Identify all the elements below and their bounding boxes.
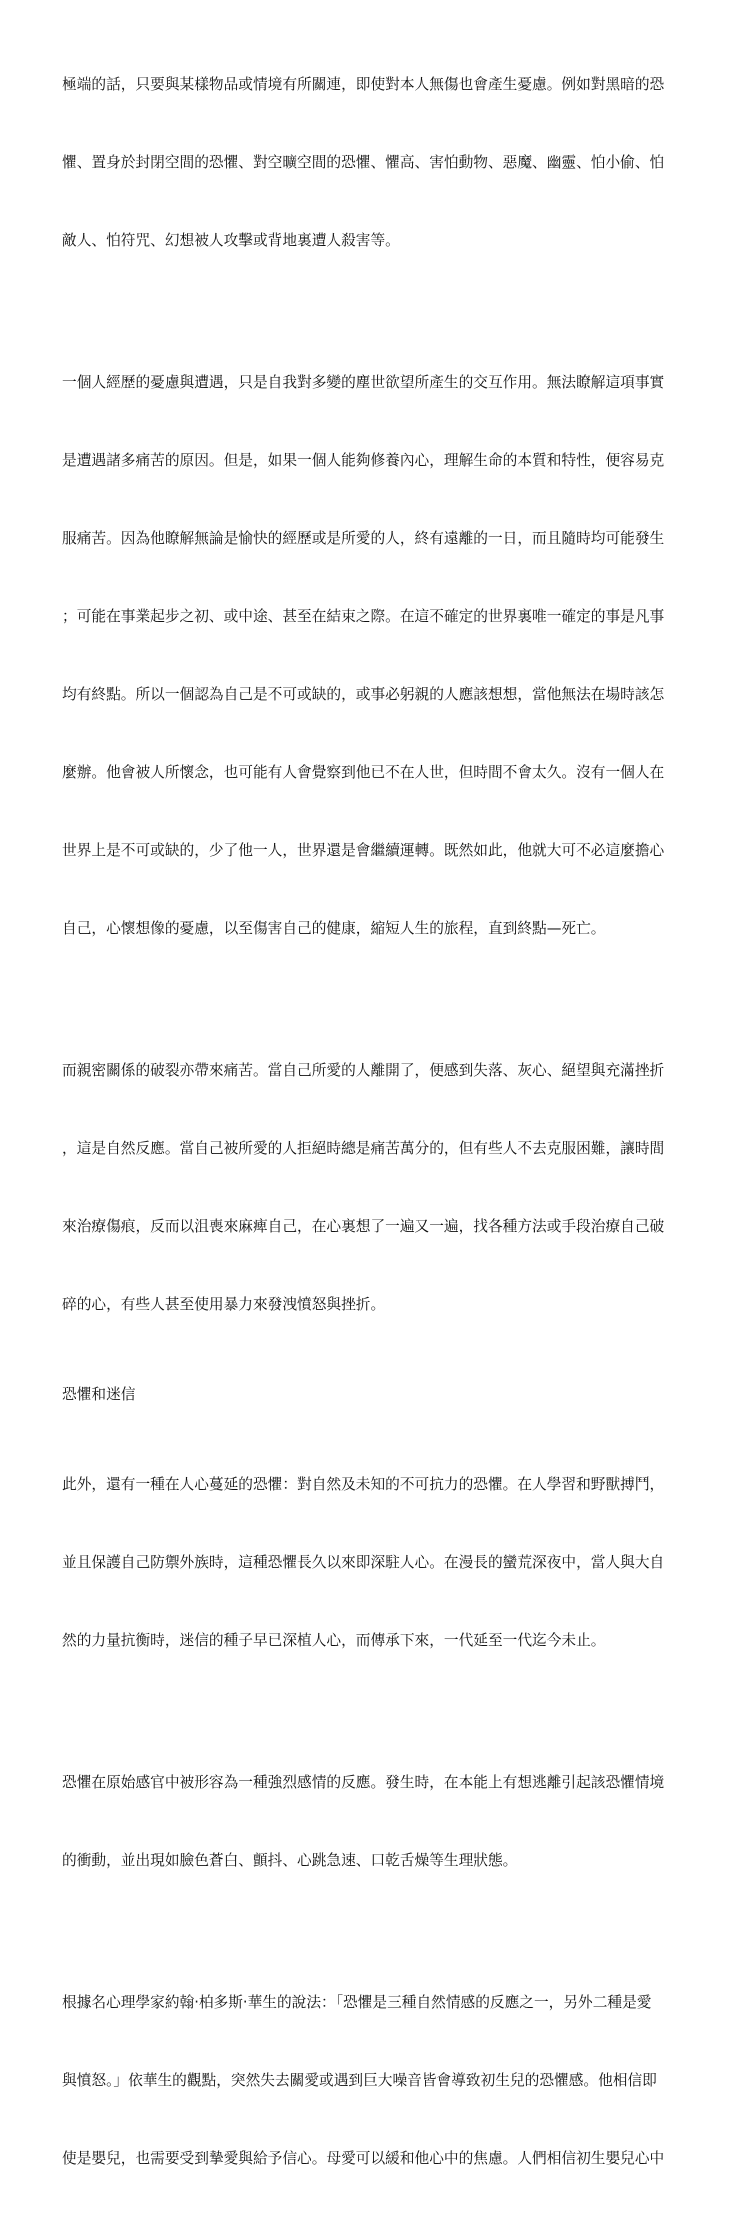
text-line: 與憤怒。」依華生的觀點，突然失去關愛或遇到巨大噪音皆會導致初生兒的恐懼感。他相信即 — [62, 2072, 657, 2089]
text-line: 服痛苦。因為他瞭解無論是愉快的經歷或是所愛的人，終有遠離的一日，而且隨時均可能發生 — [62, 530, 665, 547]
paragraph-broken-relationships — [62, 1006, 722, 1370]
text-line: 恐懼在原始感官中被形容為一種強烈感情的反應。發生時，在本能上有想逃離引起該恐懼情境 — [62, 1774, 665, 1791]
paragraph-extreme-fears — [62, 20, 722, 306]
text-line: 一個人經歷的憂慮與遭遇，只是自我對多變的塵世欲望所產生的交互作用。無法瞭解這項事實 — [62, 374, 665, 391]
text-line: 根據名心理學家約翰·柏多斯·華生的說法：「恐懼是三種自然情感的反應之一，另外二種是愛 — [62, 1994, 652, 2011]
text-line: 來治療傷痕，反而以沮喪來麻痺自己，在心裏想了一遍又一遍，找各種方法或手段治療自己破 — [62, 1218, 665, 1235]
text-line: 此外，還有一種在人心蔓延的恐懼：對自然及未知的不可抗力的恐懼。在人學習和野獸搏鬥， — [62, 1476, 665, 1493]
text-line: ，這是自然反應。當自己被所愛的人拒絕時總是痛苦萬分的，但有些人不去克服困難，讓時間 — [62, 1140, 665, 1157]
text-line: 自己，心懷想像的憂慮，以至傷害自己的健康，縮短人生的旅程，直到終點—死亡。 — [62, 920, 606, 937]
text-line: 使是嬰兒，也需要受到摯愛與給予信心。母愛可以緩和他心中的焦慮。人們相信初生嬰兒心中 — [62, 2150, 665, 2167]
text-line: 世界上是不可或缺的，少了他一人，世界還是會繼續運轉。既然如此，他就大可不必這麼擔心 — [62, 842, 665, 859]
text-line: 是遭遇諸多痛苦的原因。但是，如果一個人能夠修養內心，理解生命的本質和特性，便容易克 — [62, 452, 665, 469]
text-line: 碎的心，有些人甚至使用暴力來發洩憤怒與挫折。 — [62, 1296, 386, 1313]
section-heading: 恐懼和迷信 — [62, 1386, 136, 1403]
text-line: 均有終點。所以一個認為自己是不可或缺的，或事必躬親的人應該想想，當他無法在場時該怎 — [62, 686, 665, 703]
text-line: ；可能在事業起步之初、或中途、甚至在結束之際。在這不確定的世界裏唯一確定的事是凡事 — [62, 608, 665, 625]
paragraph-fear-of-nature — [62, 1420, 722, 1706]
paragraph-fear-definition — [62, 1718, 722, 1926]
text-line: 懼、置身於封閉空間的恐懼、對空曠空間的恐懼、懼高、害怕動物、惡魔、幽靈、怕小偷、怕 — [62, 154, 665, 171]
text-line: 然的力量抗衡時，迷信的種子早已深植人心，而傳承下來，一代延至一代迄今未止。 — [62, 1632, 606, 1649]
text-line: 麼辦。他會被人所懷念，也可能有人會覺察到他已不在人世，但時間不會太久。沒有一個人在 — [62, 764, 665, 781]
text-line: 極端的話，只要與某樣物品或情境有所關連，即使對本人無傷也會產生憂慮。例如對黑暗的恐 — [62, 76, 665, 93]
text-line: 敵人、怕符咒、幻想被人攻擊或背地裏遭人殺害等。 — [62, 232, 400, 249]
document-body — [62, 20, 722, 2236]
text-line: 並且保護自己防禦外族時，這種恐懼長久以來即深駐人心。在漫長的蠻荒深夜中，當人與大自 — [62, 1554, 665, 1571]
text-line: 的衝動，並出現如臉色蒼白、顫抖、心跳急速、口乾舌燥等生理狀態。 — [62, 1852, 518, 1869]
paragraph-worries-and-encounters — [62, 318, 722, 994]
paragraph-watson-theory — [62, 1938, 722, 2224]
text-line: 而親密關係的破裂亦帶來痛苦。當自己所愛的人離開了，便感到失落、灰心、絕望與充滿挫折 — [62, 1062, 665, 1079]
